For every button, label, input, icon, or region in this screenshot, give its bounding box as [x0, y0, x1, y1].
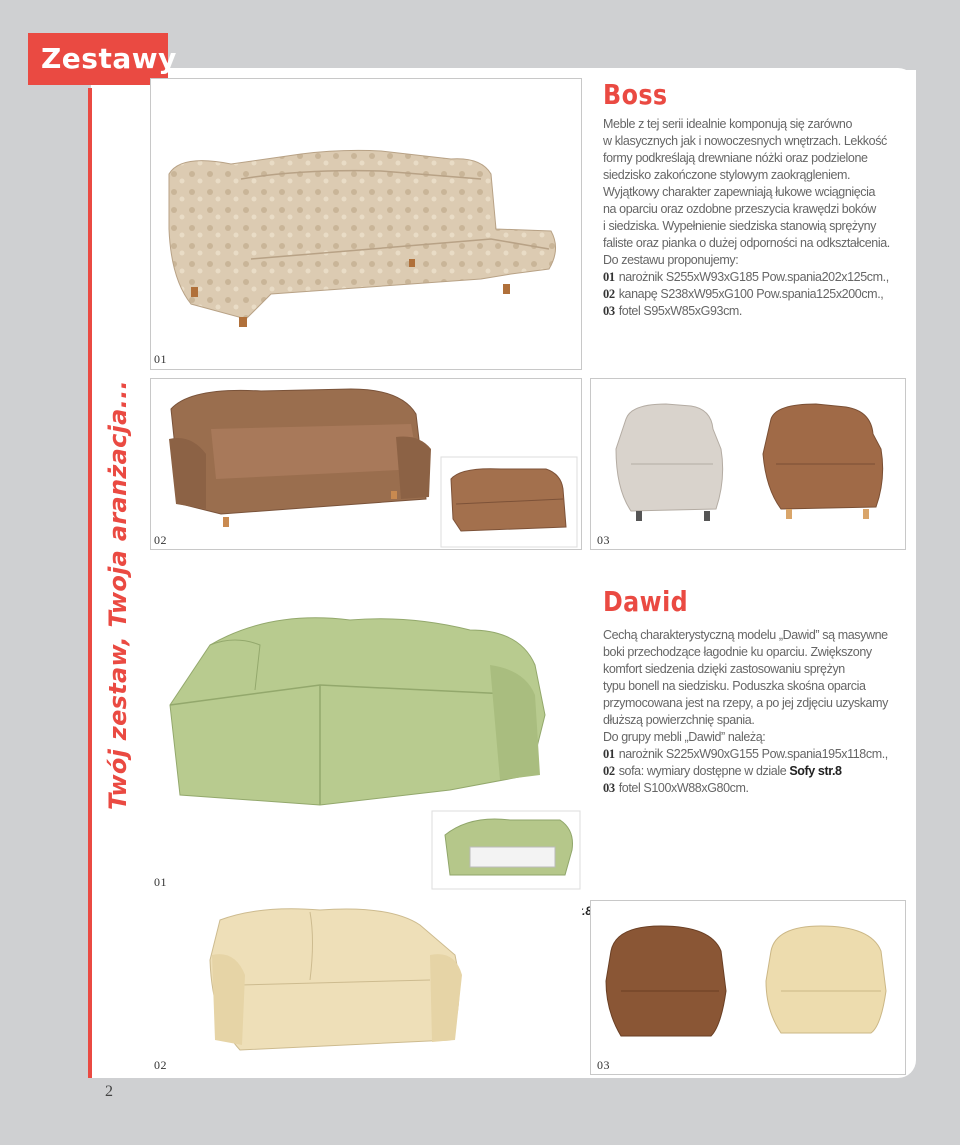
boss-label-02: 02 [154, 533, 167, 547]
boss-sofa-photo [150, 378, 582, 550]
dawid-chair-image [591, 901, 907, 1076]
dawid-text-panel [583, 577, 916, 877]
boss-corner-photo [150, 78, 582, 370]
boss-corner-sofa-image [151, 79, 583, 371]
item-number: 02 [603, 764, 615, 778]
dawid-title: Dawid [603, 585, 689, 618]
boss-desc-line: Wyjątkowy charakter zapewniają łukowe wciągnięcia [603, 185, 876, 199]
item-text: narożnik S255xW93xG185 Pow.spania202x125cm., [618, 270, 889, 284]
dawid-label-03: 03 [597, 1058, 610, 1072]
item-number: 01 [603, 747, 615, 761]
vertical-title: Twój zestaw, Twoja aranżacja... [104, 380, 132, 810]
boss-desc-line: w klasycznych jak i nowoczesnych wnętrzach. Lekkość [603, 134, 887, 148]
dawid-desc-line: typu bonell na siedzisku. Poduszka skośna oparcia [603, 679, 866, 693]
dawid-desc-line: Do grupy mebli „Dawid” należą: [603, 730, 766, 744]
boss-sofa-image [151, 379, 583, 551]
boss-text-panel [583, 70, 916, 370]
boss-title: Boss [603, 78, 668, 111]
dawid-sofa-photo [150, 900, 582, 1075]
item-number: 01 [603, 270, 615, 284]
boss-item [603, 303, 908, 320]
dawid-description [603, 627, 908, 746]
item-text: sofa: wymiary dostępne w dziale [618, 764, 790, 778]
boss-desc-line: i siedziska. Wypełnienie siedziska stanowią sprężyny [603, 219, 876, 233]
item-text: narożnik S225xW90xG155 Pow.spania195x118cm., [618, 747, 888, 761]
boss-label-01: 01 [154, 352, 167, 366]
boss-desc-line: na oparciu oraz ozdobne przeszycia krawędzi boków [603, 202, 876, 216]
boss-chair-image [591, 379, 907, 551]
item-text: fotel S95xW85xG93cm. [618, 304, 743, 318]
boss-label-03: 03 [597, 533, 610, 547]
item-number: 03 [603, 304, 615, 318]
boss-description [603, 116, 908, 269]
dawid-desc-line: komfort siedzenia dzięki zastosowaniu sprężyn [603, 662, 845, 676]
dawid-chair-photo [590, 900, 906, 1075]
dawid-desc-line: dłuższą powierzchnię spania. [603, 713, 755, 727]
dawid-corner-photo [150, 575, 582, 893]
boss-desc-line: Do zestawu proponujemy: [603, 253, 739, 267]
dawid-desc-line: przymocowana jest na rzepy, a po jej zdjęciu uzyskamy [603, 696, 888, 710]
boss-desc-line: siedzisko zakończone stylowym zaokrągleniem. [603, 168, 851, 182]
dawid-label-02: 02 [154, 1058, 167, 1072]
boss-desc-line: Meble z tej serii idealnie komponują się zarówno [603, 117, 852, 131]
page-number: 2 [105, 1083, 113, 1100]
section-tab: Zestawy [28, 33, 168, 85]
dawid-item [603, 746, 908, 763]
item-number: 02 [603, 287, 615, 301]
dawid-item [603, 763, 908, 780]
dawid-item [603, 780, 908, 797]
dawid-label-01: 01 [154, 875, 167, 889]
dawid-desc-line: boki przechodzące łagodnie ku oparciu. Zwiększony [603, 645, 872, 659]
sofy-page-reference: Sofy str.8 [789, 764, 842, 778]
boss-desc-line: formy podkreślają drewniane nóżki oraz podzielone [603, 151, 868, 165]
accent-line [88, 88, 92, 1078]
boss-item [603, 269, 908, 286]
boss-chair-photo [590, 378, 906, 550]
dawid-corner-sofa-image [150, 575, 582, 893]
dawid-desc-line: Cechą charakterystyczną modelu „Dawid” są masywne [603, 628, 888, 642]
boss-item [603, 286, 908, 303]
boss-desc-line: faliste oraz pianka o dużej odporności na odkształcenia. [603, 236, 890, 250]
item-number: 03 [603, 781, 615, 795]
item-text: fotel S100xW88xG80cm. [618, 781, 749, 795]
item-text: kanapę S238xW95xG100 Pow.spania125x200cm., [618, 287, 884, 301]
dawid-sofa-image [150, 900, 582, 1075]
